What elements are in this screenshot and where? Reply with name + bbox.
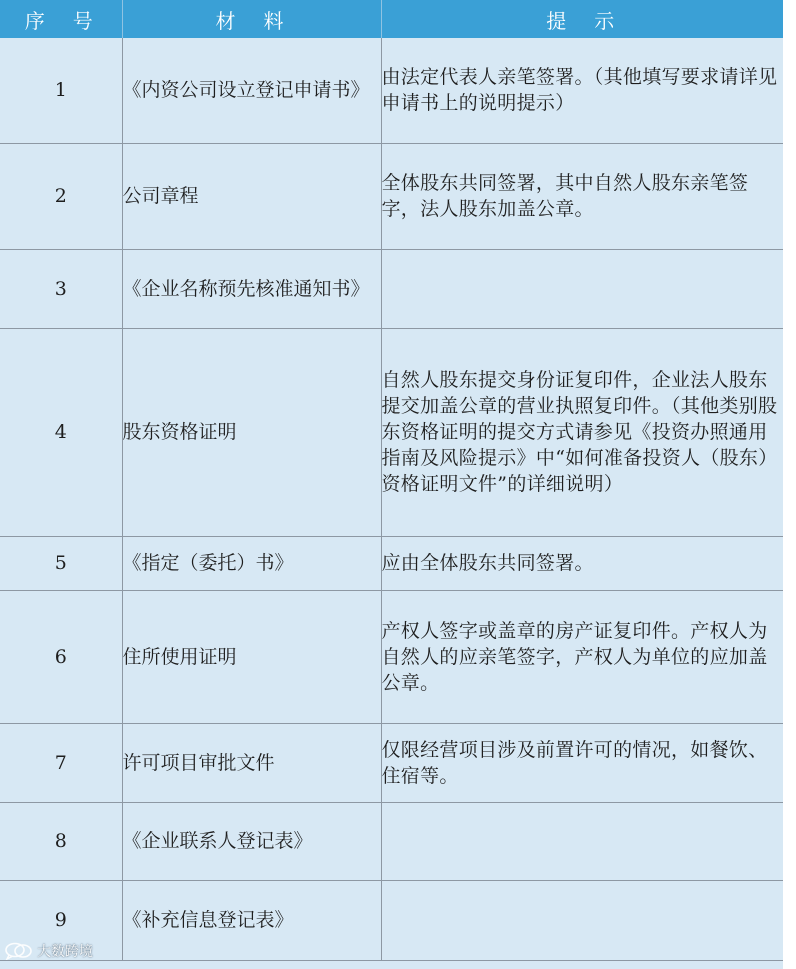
row-tip (381, 880, 783, 960)
row-tip: 由法定代表人亲笔签署。（其他填写要求请详见申请书上的说明提示） (381, 38, 783, 143)
header-material: 材 料 (122, 0, 381, 38)
row-tip (381, 802, 783, 880)
header-number: 序 号 (0, 0, 122, 38)
row-number: 5 (0, 536, 122, 590)
table-row (0, 328, 783, 536)
row-material: 许可项目审批文件 (122, 723, 381, 802)
table-row (0, 249, 783, 328)
table-row (0, 723, 783, 802)
chat-bubble-logo-icon (4, 942, 34, 960)
row-material: 《指定（委托）书》 (122, 536, 381, 590)
row-tip: 产权人签字或盖章的房产证复印件。产权人为自然人的应亲笔签字，产权人为单位的应加盖公章。 (381, 590, 783, 723)
table-row (0, 802, 783, 880)
table-row (0, 143, 783, 249)
header-tip: 提 示 (381, 0, 783, 38)
row-tip: 全体股东共同签署，其中自然人股东亲笔签字，法人股东加盖公章。 (381, 143, 783, 249)
row-number: 3 (0, 249, 122, 328)
row-number: 8 (0, 802, 122, 880)
row-material: 《企业名称预先核准通知书》 (122, 249, 381, 328)
row-material: 住所使用证明 (122, 590, 381, 723)
row-material: 《企业联系人登记表》 (122, 802, 381, 880)
row-number: 4 (0, 328, 122, 536)
row-number: 2 (0, 143, 122, 249)
row-tip: 应由全体股东共同签署。 (381, 536, 783, 590)
table-row (0, 590, 783, 723)
row-tip (381, 249, 783, 328)
table-row (0, 38, 783, 143)
row-material: 《补充信息登记表》 (122, 880, 381, 960)
row-number: 6 (0, 590, 122, 723)
table-row (0, 536, 783, 590)
watermark (4, 941, 93, 961)
row-number: 9 (0, 880, 122, 960)
row-tip: 仅限经营项目涉及前置许可的情况，如餐饮、住宿等。 (381, 723, 783, 802)
row-material: 股东资格证明 (122, 328, 381, 536)
row-number: 7 (0, 723, 122, 802)
row-material: 公司章程 (122, 143, 381, 249)
table-row (0, 880, 783, 960)
watermark-text: 大数跨境 (37, 944, 93, 960)
row-material: 《内资公司设立登记申请书》 (122, 38, 381, 143)
row-tip: 自然人股东提交身份证复印件，企业法人股东提交加盖公章的营业执照复印件。（其他类别股东资格证明的提交方式请参见《投资办照通用指南及风险提示》中“如何准备投资人（股东）资格证明文件”的详细说明） (381, 328, 783, 536)
row-number: 1 (0, 38, 122, 143)
table-header-row (0, 0, 783, 38)
